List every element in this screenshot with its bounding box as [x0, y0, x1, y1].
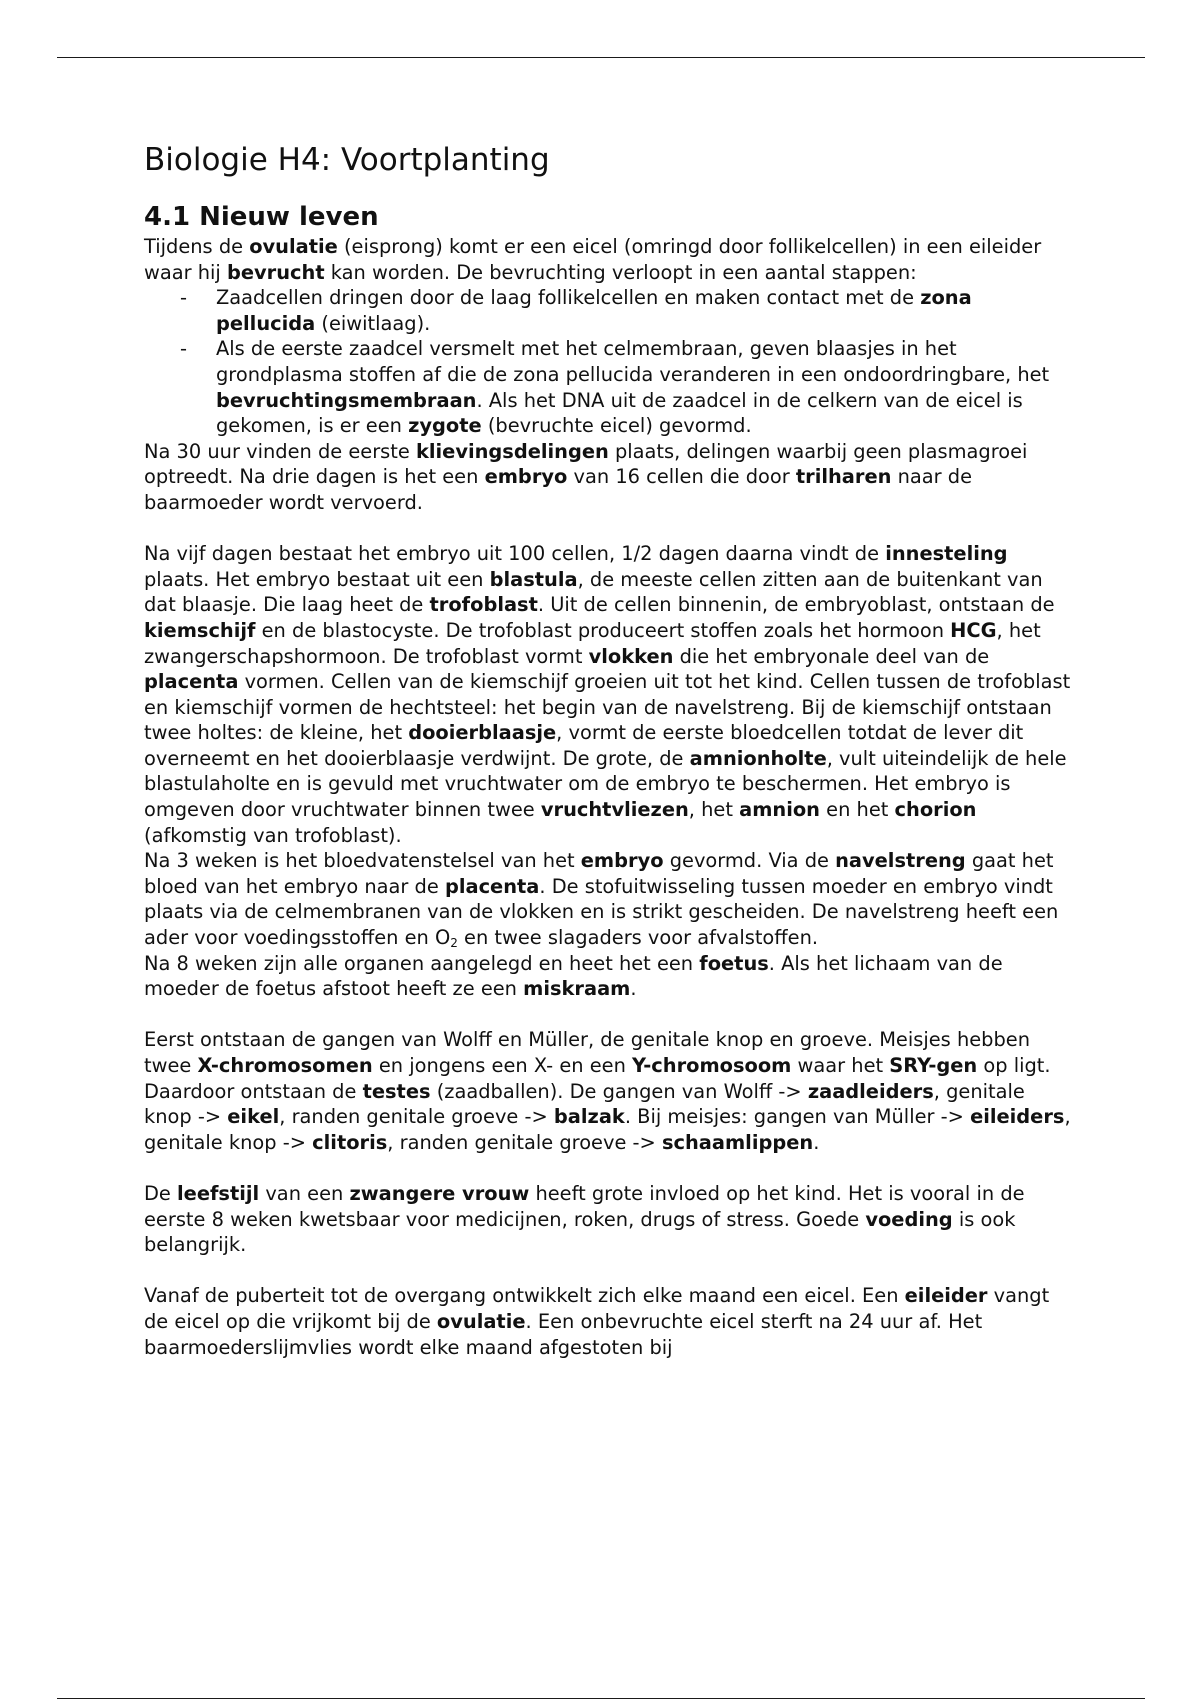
- bold-term: ovulatie: [436, 1309, 526, 1333]
- bold-term: innesteling: [885, 542, 1008, 566]
- bold-term: vlokken: [588, 644, 674, 668]
- bold-term: bevrucht: [227, 260, 325, 284]
- header-rule: [57, 57, 1145, 58]
- bold-term: eikel: [227, 1105, 280, 1129]
- bold-term: trilharen: [795, 465, 892, 489]
- bold-term: ovulatie: [249, 235, 338, 258]
- bold-term: testes: [362, 1079, 431, 1103]
- bold-term: vruchtvliezen: [540, 798, 689, 822]
- bold-term: balzak: [553, 1105, 625, 1129]
- bold-term: chorion: [894, 798, 977, 822]
- bold-term: X-chromosomen: [197, 1054, 373, 1077]
- list-item: - Als de eerste zaadcel versmelt met het celmembraan, geven blaasjes in het grondplasma stoffen af die de zona pellucida veranderen in een ondoordringbare, het bevruchtingsmembraan. Als het DNA uit de zaadcel in de celkern van de eicel is gekomen, is er een zygote (bevruchte eicel) gevormd.: [216, 336, 1074, 438]
- list-item: - Zaadcellen dringen door de laag follikelcellen en maken contact met de zona pellucida (eiwitlaag).: [216, 285, 1074, 336]
- paragraph: Na 30 uur vinden de eerste klievingsdelingen plaats, delingen waarbij geen plasmagroei optreedt. Na drie dagen is het een embryo van 16 cellen die door trilharen naar de baarmoeder wordt vervoerd.: [144, 439, 1028, 514]
- paragraph: De leefstijl van een zwangere vrouw heeft grote invloed op het kind. Het is vooral in de eerste 8 weken kwetsbaar voor medicijnen, roken, drugs of stress. Goede voeding is ook belangrijk.: [144, 1181, 1025, 1257]
- bold-term: SRY-gen: [889, 1054, 978, 1077]
- bold-term: zona pellucida: [216, 286, 972, 335]
- bold-term: embryo: [580, 849, 664, 873]
- bold-term: zygote: [408, 414, 482, 438]
- bold-term: zwangere vrouw: [349, 1181, 530, 1205]
- bold-term: placenta: [144, 670, 239, 694]
- paragraph-gap: [144, 1002, 1074, 1028]
- bold-term: embryo: [484, 465, 568, 489]
- bold-term: navelstreng: [835, 849, 966, 873]
- paragraph-gap: [144, 1258, 1074, 1284]
- subscript: 2: [450, 936, 458, 951]
- bold-term: foetus: [699, 951, 769, 975]
- bold-term: eileider: [904, 1284, 988, 1308]
- paragraph: Vanaf de puberteit tot de overgang ontwikkelt zich elke maand een eicel. Een eileider vangt de eicel op die vrijkomt bij de ovulatie. Een onbevruchte eicel sterft na 24 uur af. Het baarmoederslijmvlies wordt elke maand afgestoten bij: [144, 1284, 1050, 1359]
- bold-term: eileiders: [970, 1105, 1065, 1129]
- paragraph-gap: [144, 1155, 1074, 1181]
- bold-term: amnion: [739, 798, 820, 822]
- bold-term: HCG: [950, 618, 997, 642]
- bold-term: kiemschijf: [144, 618, 256, 642]
- bold-term: blastula: [489, 567, 578, 591]
- bold-term: bevruchtingsmembraan: [216, 388, 477, 412]
- fertilization-steps-list: [144, 285, 1074, 439]
- bold-term: dooierblaasje: [408, 721, 557, 745]
- bold-term: amnionholte: [689, 746, 827, 770]
- bold-term: leefstijl: [177, 1181, 260, 1205]
- paragraph: Tijdens de ovulatie (eisprong) komt er een eicel (omringd door follikelcellen) in een eileider waar hij bevrucht kan worden. De bevruchting verloopt in een aantal stappen:: [144, 235, 1042, 284]
- document-title: Biologie H4: Voortplanting: [144, 142, 550, 178]
- bold-term: trofoblast: [429, 593, 538, 617]
- paragraph: Na 8 weken zijn alle organen aangelegd en heet het een foetus. Als het lichaam van de moeder de foetus afstoot heeft ze een miskraam.: [144, 951, 1003, 1001]
- bold-term: clitoris: [312, 1130, 388, 1154]
- section-heading: 4.1 Nieuw leven: [144, 202, 379, 232]
- paragraph: Na vijf dagen bestaat het embryo uit 100 cellen, 1/2 dagen daarna vindt de innesteling plaats. Het embryo bestaat uit een blastula, de meeste cellen zitten aan de buitenkant van dat blaasje. Die laag heet de trofoblast. Uit de cellen binnenin, de embryoblast, ontstaan de kiemschijf en de blastocyste. De trofoblast produceert stoffen zoals het hormoon HCG, het zwangerschapshormoon. De trofoblast vormt vlokken die het embryonale deel van de placenta vormen. Cellen van de kiemschijf groeien uit tot het kind. Cellen tussen de trofoblast en kiemschijf vormen de hechtsteel: het begin van de navelstreng. Bij de kiemschijf ontstaan twee holtes: de kleine, het dooierblaasje, vormt de eerste bloedcellen totdat de lever dit overneemt en het dooierblaasje verdwijnt. De grote, de amnionholte, vult uiteindelijk de hele blastulaholte en is gevuld met vruchtwater om de embryo te beschermen. Het embryo is omgeven door vruchtwater binnen twee vruchtvliezen, het amnion en het chorion (afkomstig van trofoblast).: [144, 542, 1071, 847]
- bold-term: voeding: [865, 1207, 953, 1231]
- bold-term: Y-chromosoom: [632, 1054, 792, 1077]
- bold-term: zaadleiders: [807, 1079, 934, 1103]
- footer-rule: [57, 1698, 1145, 1699]
- bold-term: schaamlippen: [661, 1130, 814, 1154]
- bold-term: klievingsdelingen: [415, 439, 609, 463]
- paragraph-gap: [144, 516, 1074, 542]
- bold-term: miskraam: [523, 977, 631, 1001]
- paragraph: Na 3 weken is het bloedvatenstelsel van het embryo gevormd. Via de navelstreng gaat het bloed van het embryo naar de placenta. De stofuitwisseling tussen moeder en embryo vindt plaats via de celmembranen van de vlokken en is strikt gescheiden. De navelstreng heeft een ader voor voedingsstoffen en $O_2$ en twee slagaders voor afvalstoffen.: [144, 849, 1059, 951]
- bold-term: placenta: [444, 874, 540, 898]
- page-content: [144, 140, 1074, 1360]
- paragraph: Eerst ontstaan de gangen van Wolff en Müller, de genitale knop en groeve. Meisjes hebben twee X-chromosomen en jongens een X- en een Y-chromosoom waar het SRY-gen op ligt. Daardoor ontstaan de testes (zaadballen). De gangen van Wolff -> zaadleiders, genitale knop -> eikel, randen genitale groeve -> balzak. Bij meisjes: gangen van Müller -> eileiders, genitale knop -> clitoris, randen genitale groeve -> schaamlippen.: [144, 1028, 1071, 1154]
